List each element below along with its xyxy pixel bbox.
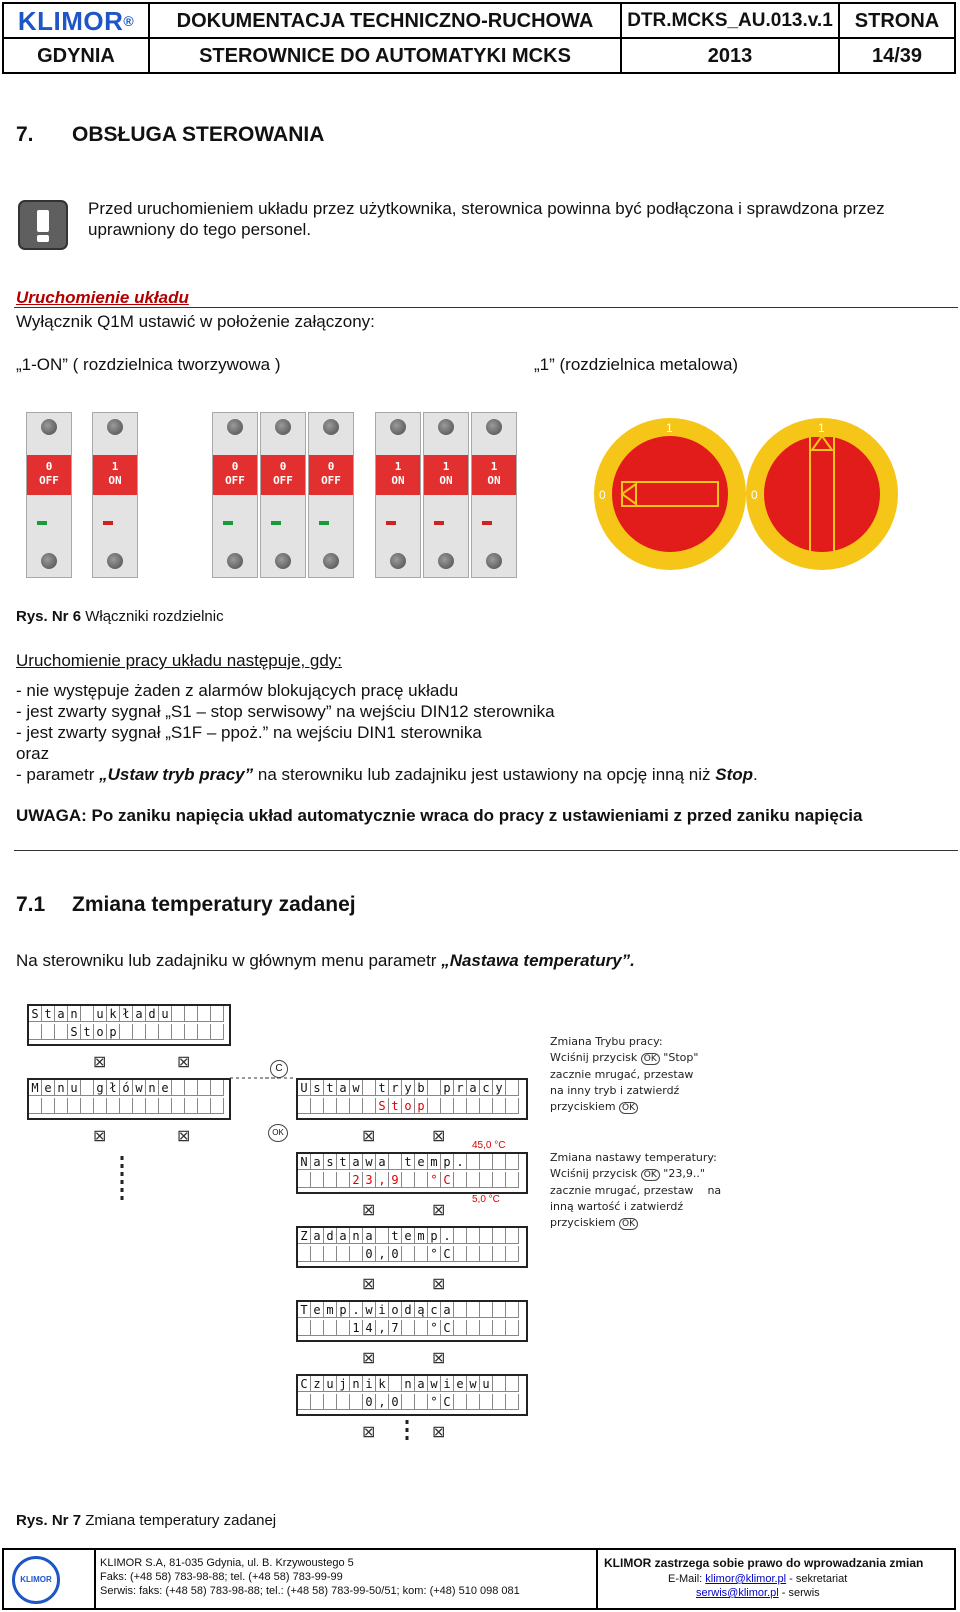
breaker-led [482,521,492,525]
breaker-position-number: 0 [279,460,287,473]
screw-icon [486,553,502,569]
lcd-char: ą [415,1302,428,1318]
lcd-char: e [415,1154,428,1170]
breaker-led [37,521,47,525]
lcd-char: T [298,1302,311,1318]
lcd-char: 1 [350,1320,363,1336]
lcd-char: w [133,1080,146,1096]
lcd-char [185,1024,198,1040]
lcd-char: m [324,1302,337,1318]
lcd-char: g [94,1080,107,1096]
condition-4: - parametr „Ustaw tryb pracy” na sterowniku lub zadajniku jest ustawiony na opcję inną niż Stop. [16,765,758,784]
lcd-char: p [107,1024,120,1040]
lcd-char: c [428,1302,441,1318]
section-number: 7. [16,123,34,146]
lcd-char [211,1024,224,1040]
down-arrow-button-icon: ⊠ [362,1350,376,1367]
lcd-char: n [146,1080,159,1096]
switch-instruction: Wyłącznik Q1M ustawić w położenie załączony: [16,312,375,331]
lcd-char: e [42,1080,55,1096]
lcd-char [42,1024,55,1040]
lcd-char [185,1006,198,1022]
lcd-char: z [311,1376,324,1392]
plastic-switchboard-label: „1-ON” ( rozdzielnica tworzywowa ) [16,355,281,374]
max-temperature-label: 45,0 °C [472,1140,506,1151]
breaker-state-label [472,455,516,495]
lcd-char: w [363,1154,376,1170]
lcd-char: n [68,1006,81,1022]
lcd-char: M [29,1080,42,1096]
footer-email-service: serwis@klimor.pl - serwis [696,1587,820,1599]
circuit-breaker [423,412,469,578]
up-arrow-button-icon: ⊠ [432,1128,446,1145]
lcd-char: y [402,1080,415,1096]
circuit-breaker [26,412,72,578]
up-arrow-button-icon: ⊠ [177,1054,191,1071]
lcd-char: d [146,1006,159,1022]
lcd-char: w [467,1376,480,1392]
lcd-char: c [480,1080,493,1096]
lcd-char: S [376,1098,389,1114]
lcd-char: C [441,1394,454,1410]
lcd-char: a [467,1080,480,1096]
min-temperature-label: 5,0 °C [472,1194,500,1205]
lcd-char: S [68,1024,81,1040]
breaker-state-text: ON [439,474,453,487]
footer-service: Serwis: faks: (+48 58) 783-98-88; tel.: (+48 58) 783-99-50/51; kom: (+48) 510 098 081 [100,1585,520,1597]
lcd-char: r [454,1080,467,1096]
lcd-char [55,1024,68,1040]
lcd-char: e [402,1228,415,1244]
lcd-char: m [415,1228,428,1244]
lcd-char: i [441,1376,454,1392]
section-title: OBSŁUGA STEROWANIA [72,123,325,146]
lcd-char: C [441,1246,454,1262]
down-arrow-button-icon: ⊠ [362,1128,376,1145]
breaker-position-number: 0 [231,460,239,473]
lcd-char: w [350,1080,363,1096]
lcd-char [211,1006,224,1022]
lcd-char: n [55,1080,68,1096]
lcd-char: e [159,1080,172,1096]
condition-3: - jest zwarty sygnał „S1F – ppoż.” na wejściu DIN1 sterownika [16,723,482,742]
lcd-char: t [402,1154,415,1170]
conditions-heading: Uruchomienie pracy układu następuje, gdy: [16,651,343,670]
footer-rights: KLIMOR zastrzega sobie prawo do wprowadzania zmian [604,1556,924,1570]
lcd-char: , [376,1246,389,1262]
lcd-char: a [311,1228,324,1244]
lcd-char [172,1006,185,1022]
lcd-char: ° [428,1394,441,1410]
screw-icon [438,419,454,435]
breaker-led [319,521,329,525]
lcd-char [120,1024,133,1040]
lcd-char: ł [107,1080,120,1096]
lcd-char: t [389,1228,402,1244]
footer-fax: Faks: (+48 58) 783-98-88; tel. (+48 58) 783-99-99 [100,1571,343,1583]
lcd-char: a [441,1302,454,1318]
lcd-char: t [389,1098,402,1114]
lcd-char: C [441,1172,454,1188]
breaker-state-text: OFF [321,474,341,487]
temperature-change-annotation: Zmiana nastawy temperatury: Wciśnij przycisk OK "23,9.." zacznie mrugać, przestaw na inną wartość i zatwierdź przyciskiem OK [550,1151,722,1229]
screw-icon [275,419,291,435]
lcd-char: p [441,1080,454,1096]
brand-logo: KLIMOR ® [17,5,135,36]
lcd-char: k [376,1376,389,1392]
rotary-switch-on [746,418,898,570]
lcd-char: t [324,1080,337,1096]
note-line-1: Przed uruchomieniem układu przez użytkownika, sterownica powinna być podłączona i sprawdzona przez [88,199,885,218]
metal-switchboard-label: „1” (rozdzielnica metalowa) [534,355,739,374]
lcd-char [29,1024,42,1040]
screw-icon [227,553,243,569]
figure-7-caption: Rys. Nr 7 Zmiana temperatury zadanej [16,1512,277,1529]
circuit-breaker [260,412,306,578]
down-arrow-button-icon: ⊠ [362,1202,376,1219]
circuit-breaker [375,412,421,578]
lcd-char: Z [298,1228,311,1244]
lcd-char: a [363,1228,376,1244]
screw-icon [486,419,502,435]
breaker-state-label [309,455,353,495]
lcd-char: U [298,1080,311,1096]
document-footer [2,1548,956,1610]
lcd-char: . [454,1154,467,1170]
breaker-led [434,521,444,525]
lcd-char: s [324,1154,337,1170]
breaker-led [103,521,113,525]
circuit-breaker [212,412,258,578]
lcd-char: o [94,1024,107,1040]
lcd-char [159,1024,172,1040]
breaker-position-number: 0 [327,460,335,473]
lcd-char: ł [120,1006,133,1022]
lcd-char: a [376,1154,389,1170]
service-email-link[interactable]: serwis@klimor.pl [696,1587,779,1599]
lcd-char: 0 [363,1394,376,1410]
lcd-char: . [441,1228,454,1244]
header-doc-title: DOKUMENTACJA TECHNICZNO-RUCHOWA [176,9,594,32]
breaker-state-label [213,455,257,495]
c-button-icon: C [270,1060,288,1078]
footer-company-address: KLIMOR S.A, 81-035 Gdynia, ul. B. Krzywoustego 5 [100,1557,354,1569]
rotary-switch-off [594,418,746,570]
breaker-state-label [261,455,305,495]
subsection-title: Zmiana temperatury zadanej [72,893,356,916]
breaker-state-text: OFF [39,474,59,487]
lcd-char: 4 [363,1320,376,1336]
subsection-number: 7.1 [16,893,46,916]
lcd-char: a [133,1006,146,1022]
lcd-char: N [298,1154,311,1170]
up-arrow-button-icon: ⊠ [432,1202,446,1219]
circuit-breaker [471,412,517,578]
lcd-char: C [441,1320,454,1336]
breaker-state-text: ON [391,474,405,487]
breaker-state-label [424,455,468,495]
lcd-char: t [42,1006,55,1022]
subsection-intro: Na sterowniku lub zadajniku w głównym menu parametr „Nastawa temperatury”. [16,951,635,970]
lcd-char: t [81,1024,94,1040]
circuit-breaker [92,412,138,578]
lcd-char: m [428,1154,441,1170]
lcd-char: 0 [389,1394,402,1410]
breaker-state-text: ON [487,474,501,487]
screw-icon [227,419,243,435]
breaker-led [271,521,281,525]
lcd-char: u [480,1376,493,1392]
lcd-char: u [68,1080,81,1096]
lcd-char [198,1024,211,1040]
breaker-state-text: OFF [273,474,293,487]
up-arrow-button-icon: ⊠ [432,1350,446,1367]
lcd-char: o [389,1302,402,1318]
lcd-char: w [363,1302,376,1318]
condition-2: - jest zwarty sygnał „S1 – stop serwisowy” na wejściu DIN12 sterownika [16,702,555,721]
down-arrow-button-icon: ⊠ [362,1424,376,1441]
down-arrow-button-icon: ⊠ [362,1276,376,1293]
header-doc-code: DTR.MCKS_AU.013.v.1 [627,10,833,31]
screw-icon [275,553,291,569]
lcd-char: 9 [389,1172,402,1188]
flow-connectors [0,1040,560,1510]
lcd-char: . [350,1302,363,1318]
lcd-char: S [29,1006,42,1022]
lcd-char: 2 [350,1172,363,1188]
lcd-char [81,1006,94,1022]
lcd-char: w [428,1376,441,1392]
lcd-char: a [337,1080,350,1096]
rotary-off-mark: 0 [751,488,758,502]
circuit-breaker [308,412,354,578]
lcd-char: 3 [363,1172,376,1188]
lcd-char: t [337,1154,350,1170]
rotary-on-mark: 1 [666,421,673,435]
lcd-char: e [311,1302,324,1318]
startup-heading: Uruchomienie układu [16,288,189,307]
mode-change-annotation: Zmiana Trybu pracy: Wciśnij przycisk OK "Stop" zacznie mrugać, przestaw na inny tryb i zatwierdź przyciskiem OK [550,1035,699,1113]
breaker-state-label [27,455,71,495]
header-doc-subtitle: STEROWNICE DO AUTOMATYKI MCKS [199,44,571,67]
up-arrow-button-icon: ⊠ [432,1276,446,1293]
lcd-char: i [363,1376,376,1392]
lcd-char: n [402,1376,415,1392]
lcd-char: 7 [389,1320,402,1336]
screw-icon [41,419,57,435]
header-page-number: 14/39 [871,44,923,67]
note-line-2: uprawniony do tego personel. [88,220,312,239]
breaker-state-label [93,455,137,495]
screw-icon [390,553,406,569]
warning-icon [18,200,68,250]
breaker-led [223,521,233,525]
lcd-char: ° [428,1172,441,1188]
lcd-char: n [350,1376,363,1392]
screw-icon [390,419,406,435]
lcd-char [133,1024,146,1040]
breaker-state-label [376,455,420,495]
lcd-char: a [350,1154,363,1170]
lcd-char: i [376,1302,389,1318]
rotary-on-mark: 1 [818,421,825,435]
condition-1: - nie występuje żaden z alarmów blokujących pracę układu [16,681,459,700]
lcd-char: C [298,1376,311,1392]
lcd-char: k [107,1006,120,1022]
down-arrow-button-icon: ⊠ [93,1128,107,1145]
screw-icon [107,419,123,435]
lcd-char: u [324,1376,337,1392]
header-page-label: STRONA [854,9,940,32]
lcd-char: ° [428,1246,441,1262]
lcd-char: p [337,1302,350,1318]
lcd-char: a [415,1376,428,1392]
lcd-char: , [376,1320,389,1336]
lcd-char: o [402,1098,415,1114]
breaker-position-number: 0 [45,460,53,473]
lcd-char: ° [428,1320,441,1336]
lcd-char [146,1024,159,1040]
lcd-char: j [337,1376,350,1392]
lcd-char: , [376,1394,389,1410]
lcd-row [29,1006,229,1024]
lcd-char: s [311,1080,324,1096]
lcd-char: y [493,1080,506,1096]
lcd-char: a [55,1006,68,1022]
up-arrow-button-icon: ⊠ [432,1424,446,1441]
lcd-char: t [376,1080,389,1096]
lcd-char: u [159,1006,172,1022]
breaker-state-text: ON [108,474,122,487]
lcd-char: 0 [363,1246,376,1262]
screw-icon [107,553,123,569]
lcd-char: p [441,1154,454,1170]
lcd-char: d [324,1228,337,1244]
power-loss-warning: UWAGA: Po zaniku napięcia układ automatycznie wraca do pracy z ustawieniami z przed zaniku napięcia [16,806,863,825]
lcd-char: p [415,1098,428,1114]
lcd-char: a [311,1154,324,1170]
breaker-led [386,521,396,525]
breaker-state-text: OFF [225,474,245,487]
lcd-char: ó [120,1080,133,1096]
lcd-char [172,1024,185,1040]
header-year: 2013 [707,44,753,67]
lcd-char: , [376,1172,389,1188]
screw-icon [438,553,454,569]
up-arrow-button-icon: ⊠ [177,1128,191,1145]
rotary-switch-illustration [592,416,898,572]
lcd-char [198,1006,211,1022]
lcd-char: a [337,1228,350,1244]
lcd-char: u [94,1006,107,1022]
lcd-char: e [454,1376,467,1392]
secretariat-email-link[interactable]: klimor@klimor.pl [705,1573,787,1585]
breaker-position-number: 1 [111,460,119,473]
lcd-char: b [415,1080,428,1096]
footer-logo: KLIMOR [12,1556,60,1604]
lcd-char: d [402,1302,415,1318]
screw-icon [323,553,339,569]
lcd-char: n [350,1228,363,1244]
down-arrow-button-icon: ⊠ [93,1054,107,1071]
figure-6-caption: Rys. Nr 6 Włączniki rozdzielnic [16,608,224,625]
condition-or: oraz [16,744,50,763]
lcd-char: r [389,1080,402,1096]
breaker-position-number: 1 [490,460,498,473]
footer-email-secretariat: E-Mail: klimor@klimor.pl - sekretariat [668,1573,848,1585]
lcd-char: 0 [389,1246,402,1262]
rotary-off-mark: 0 [599,488,606,502]
ok-button-icon: OK [268,1124,288,1142]
document-header [2,2,956,74]
breaker-position-number: 1 [394,460,402,473]
screw-icon [41,553,57,569]
lcd-char: p [428,1228,441,1244]
header-city: GDYNIA [37,44,115,67]
breaker-position-number: 1 [442,460,450,473]
screw-icon [323,419,339,435]
